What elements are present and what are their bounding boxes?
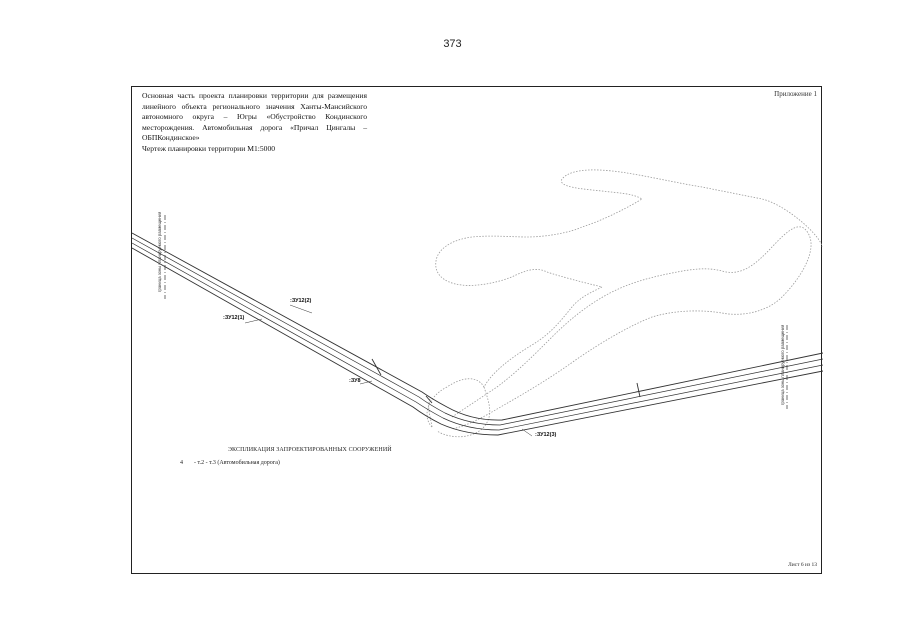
section-label-left: граница зоны планируемого размещения [157, 211, 162, 292]
drawing-sheet [131, 86, 822, 574]
plot-label-zu12-2: :ЗУ12(2) [290, 298, 312, 304]
legend-symbol: 4 [180, 460, 183, 466]
road-line-outer-top [132, 233, 823, 420]
section-label-right: граница зоны планируемого размещения [780, 324, 785, 405]
zone-boundary-inner [452, 227, 811, 429]
sheet-number: Лист 6 из 13 [787, 562, 817, 568]
page-number: 373 [443, 38, 462, 50]
road-line-inner-top [132, 238, 823, 425]
drawing-title [142, 91, 367, 155]
title-text: Основная часть проекта планировки территории для размещения линейного объекта регионального значения Ханты-Мансийского автономного округа – Югры «Обустройство Кондинского месторождения. Автомобильная дорога «Причал Цингалы – ОБПКондинское» [142, 91, 367, 143]
legend-text: - т.2 - т.3 (Автомобильная дорога) [194, 460, 280, 466]
scale-text: Чертеж планировки территории М1:5000 [142, 143, 276, 153]
zone-boundary-lower [429, 387, 490, 437]
legend-item [180, 460, 280, 466]
plot-ticks [372, 359, 640, 403]
appendix-label: Приложение 1 [774, 90, 817, 98]
road-corridor [132, 233, 823, 435]
plot-label-zu8: :ЗУ8 [349, 378, 361, 384]
road-line-inner-bottom [132, 243, 823, 430]
legend-title: ЭКСПЛИКАЦИЯ ЗАПРОЕКТИРОВАННЫХ СООРУЖЕНИЙ [228, 447, 392, 453]
zone-boundary [427, 170, 822, 427]
plot-label-zu12-1: :ЗУ12(1) [223, 315, 245, 321]
road-line-outer-bottom [132, 248, 823, 435]
plot-label-zu12-3: :ЗУ12(3) [535, 432, 557, 438]
road-plan-drawing [132, 87, 823, 575]
